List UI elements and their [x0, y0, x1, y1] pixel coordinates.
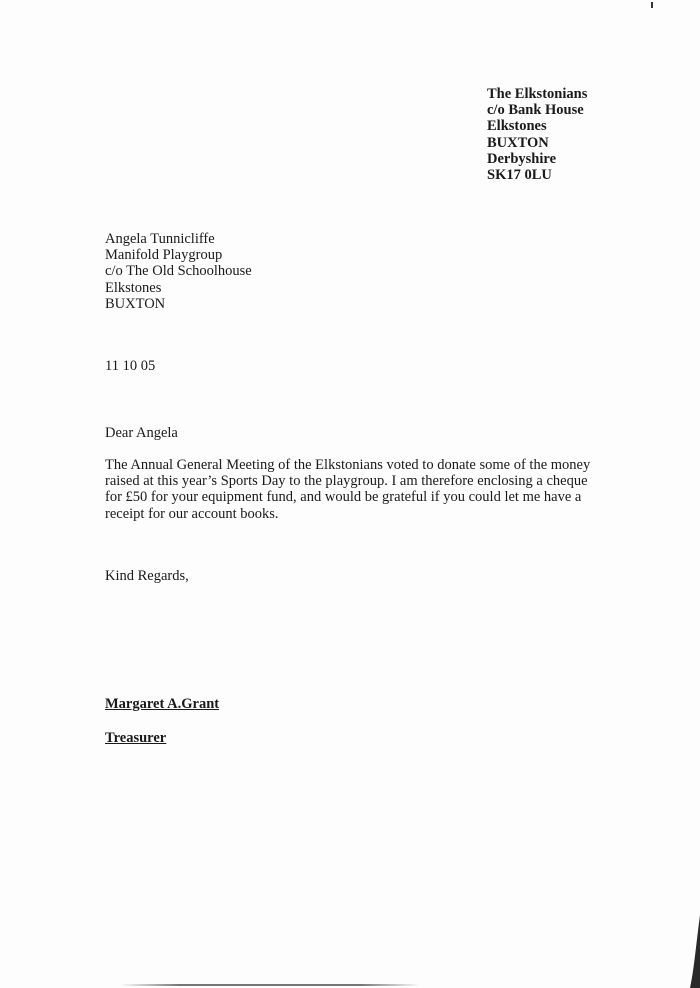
recipient-address-line: Angela Tunnicliffe [105, 231, 215, 247]
body-line: receipt for our account books. [105, 505, 279, 522]
body-line: The Annual General Meeting of the Elkstonians voted to donate some of the money [105, 457, 591, 473]
signatory-name: Margaret A.Grant [105, 696, 220, 712]
sender-address-line: SK17 0LU [487, 167, 552, 184]
sender-address-line: BUXTON [487, 134, 549, 151]
salutation: Dear Angela [105, 425, 178, 441]
recipient-address [105, 231, 252, 312]
letter-body [105, 457, 595, 522]
sender-address [487, 86, 587, 183]
recipient-address-line: Manifold Playgroup [105, 247, 223, 264]
recipient-address-line: BUXTON [105, 295, 166, 312]
scan-edge-shadow [686, 915, 700, 988]
recipient-address-line: c/o The Old Schoolhouse [105, 263, 252, 280]
recipient-address-line: Elkstones [105, 279, 162, 296]
sender-address-line: c/o Bank House [487, 102, 584, 119]
closing: Kind Regards, [105, 568, 189, 584]
signatory-title: Treasurer [105, 730, 167, 746]
body-line: raised at this year’s Sports Day to the playgroup. I am therefore enclosing a cheque [105, 473, 588, 490]
body-line: for £50 for your equipment fund, and would be grateful if you could let me have a [105, 489, 582, 506]
sender-address-line: The Elkstonians [487, 86, 588, 102]
sender-address-line: Derbyshire [487, 150, 557, 167]
letter-date: 11 10 05 [105, 358, 156, 374]
sender-address-line: Elkstones [487, 118, 547, 135]
scan-edge-line [120, 984, 420, 986]
scan-mark [651, 2, 653, 8]
